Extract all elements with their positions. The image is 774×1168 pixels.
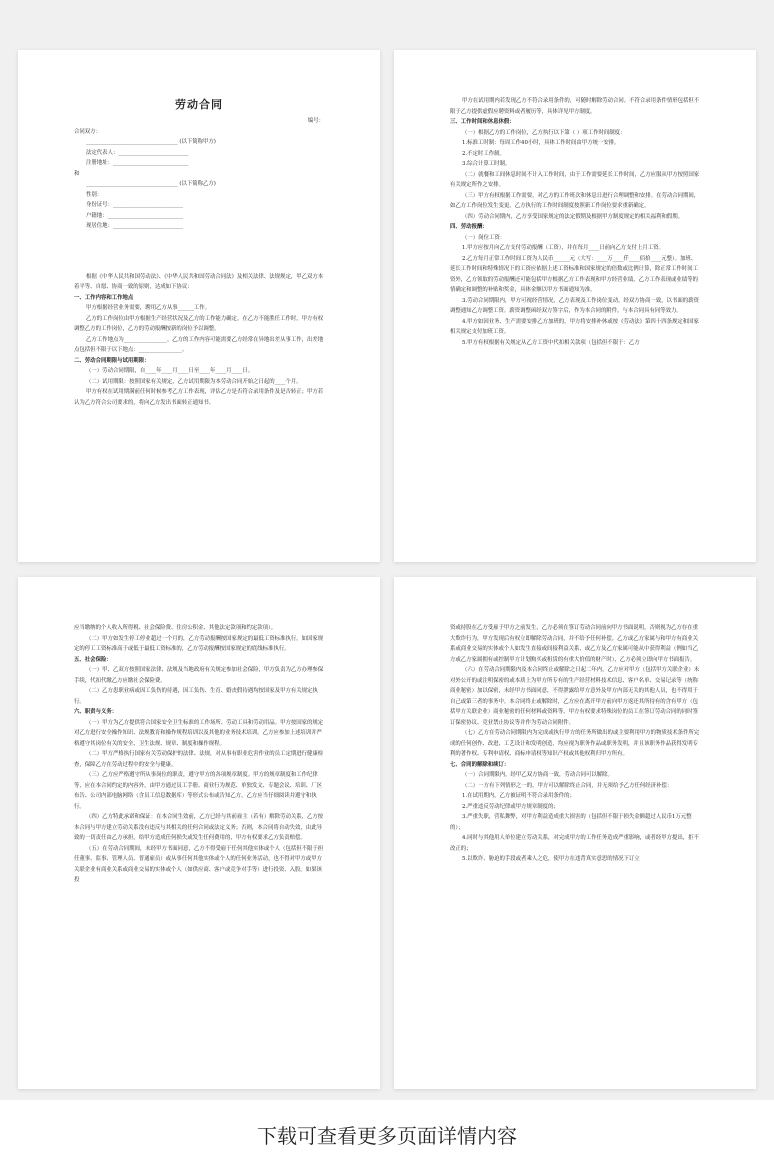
section-heading: 七、合同的解除和续订： xyxy=(450,761,510,768)
text-line: 2.乙方每月正常工作时间工资为人民币______元（大写：____万____仟____佰拾____元整）。加班、延长工作时间和特殊情况下的工资应依据上述工资标准和国家规定的倍数或比例计算，除正常工作时间工资外，乙方领取的劳动报酬还可能包括甲方根据乙方工作表现和甲方经营业绩，乙方工作表现或业绩等的情确定和调整的补贴和奖金，具体金额以甲方书面通知为准。 xyxy=(450,255,698,293)
text-line: （二）甲方如发生停工停业超过一个月的，乙方劳动报酬按国家规定的最低工资标准执行。如国家规定的停工工资标准高于或低于最低工资标准的，乙方劳动报酬按国家规定的底线标准执行。 xyxy=(74,635,324,652)
text-line: 根据《中华人民共和国劳动法》、《中华人民共和国劳动合同法》及相关法律、法规规定，甲乙双方本着平等、自愿、协商一致的原则，达成如下协议： xyxy=(74,273,324,290)
text-line: （四）劳动合同期内，乙方享受国家规定的法定假期及根据甲方制度规定的相关福利和假期。 xyxy=(462,213,684,220)
text-line: 资或持股在乙方受雇于甲方之前发生，乙方必须在签订劳动合同前向甲方书面说明，否则视为乙方存在重大欺诈行为，甲方发现后有权立即解除劳动合同，并不给予任何补偿。乙方或乙方家属与和甲方有商业关系或商业交易的实体或个人如发生直接或间接利益关系，或乙方及乙方家属可能从中获得利益（例如当乙方或乙方家属拥有或控制甲方计划购买或租赁的有重大价值的财产时），乙方必须立即向甲方书面报告。 xyxy=(450,625,698,663)
text-line: 甲方有权在试用期满前任何时候参考乙方工作表现，评估乙方是否符合录用条件及是否转正；甲方若认为乙方符合公司要求的，将向乙方发出书面转正通知书。 xyxy=(74,389,324,406)
text-line: 5.以欺诈、胁迫的手段或者乘人之危，使甲方在违背真实意思的情况下订立 xyxy=(462,856,640,862)
text-line: （二）就餐和工间休息时间不计入工作时间，由于工作需要延长工作时间，乙方应服从甲方按照国家有关规定所作之安排。 xyxy=(450,171,700,188)
page-content xyxy=(74,116,324,408)
text-line: 2.不定时工作制。 xyxy=(462,150,505,157)
text-line: （一）劳动合同期限，自____年____月____日至____年____月____日。 xyxy=(86,368,254,374)
text-line: （四）乙方特此承诺和保证：在本合同生效前，乙方已经与其前雇主（若有）解除劳动关系，乙方按本合同与甲方建立劳动关系没有违反与其相关的任何合同或法定义务；否则，本合同将自动失效，由此导致的一切责任由乙方承担，给甲方造成任何损失或发生任何费用的，甲方有权要求乙方负责赔偿。 xyxy=(74,814,324,841)
text-line: 合同双方： xyxy=(74,128,101,135)
text-line: 3.劳动合同期限内，甲方可视经营情况，乙方表现及工作岗位变动，经双方协商一致，以书面的薪资调整通知乙方调整工资。薪资调整函经双方签字后，作为本合同的附件，与本合同具有同等效力。 xyxy=(450,297,699,314)
section-heading: 六、职责与义务： xyxy=(74,709,118,715)
text-line: （二）一方有下列情形之一的，甲方可以解除终止合同，并无须给予乙方任何经济补偿： xyxy=(462,782,673,789)
contract-page-2 xyxy=(394,50,756,562)
section-heading: 二、劳动合同期限与试用期限： xyxy=(74,357,150,364)
text-line: 1.在试用期内，乙方被证明不符合录用条件的； xyxy=(462,793,575,799)
text-line: __________________________________ (以下简称甲方) xyxy=(86,139,216,145)
text-line: 1.甲方应按月向乙方支付劳动报酬（工资），并在每月____日前向乙方支付上月工资。 xyxy=(462,245,664,251)
text-line: __________________________________ (以下简称乙方) xyxy=(86,181,216,187)
section-heading: 一、工作内容和工作地点 xyxy=(74,294,134,301)
text-line: 乙方的工作岗位由甲方根据生产经营状况及乙方的工作能力确定。在乙方不能胜任工作时，甲方有权调整乙方的工作岗位，乙方的劳动报酬按新的岗位予以调整。 xyxy=(74,315,324,332)
text-line: （六）在劳动合同期限内及本合同终止或解除之日起二年内，乙方应对甲方（包括甲方关联企业）未对外公开的或注明保密的或本质上为甲方所专有的生产经营材料技术信息、客户名单、交易记录等（统称商业秘密）加以保密，未经甲方书面同意，不得泄露给甲方意外及甲方内部无关的其他人员，也不得用于自己或第三者的事务中。本合同终止或解除时，乙方应在离开甲方前向甲方返还其所持有的含有甲方（包括甲方关联企业）商业秘密的任何材料或资料等。甲方有权要求特殊岗位的员工在签订劳动合同的同时签订保密协议、竞业禁止协议等并作为劳动合同附件。 xyxy=(450,667,700,726)
text-line: 户籍地：____________________________ xyxy=(86,212,184,219)
text-line: （三）甲方有权根据工作需要，对乙方的工作班次和休息日进行合理调整和安排。在劳动合同期间，如乙方工作岗位发生变更，乙方执行的工作时间制度按照新工作岗位要求重新确定。 xyxy=(450,192,700,209)
text-line: 4.甲方如因业务、生产需要安排乙方加班的，甲方将安排补休或按《劳动法》第四十四条规定和国家相关规定支付加班工资。 xyxy=(450,318,699,335)
text-line: （二）试用期限：按照国家有关规定，乙方试用期限为本劳动合同开始之日起的____个月。 xyxy=(86,378,302,385)
text-line: 和 xyxy=(74,170,80,177)
text-line: （一）甲方为乙方提供符合国家安全卫生标准的工作场所、劳动工具和劳动用品。甲方按国家的规定对乙方进行安全操作知识、法规教育和操作规程培训以及其他的业务技术培训。乙方应参加上述培训并严格遵守其岗位有关的安全、卫生法规、规章、制度和操作规程。 xyxy=(74,719,324,747)
text-line: （一）岗位工资： xyxy=(462,234,506,241)
section-heading: 五、社会保险： xyxy=(74,656,112,663)
section-heading: 四、劳动报酬： xyxy=(450,224,488,230)
document-title: 劳动合同 xyxy=(175,98,223,111)
text-line: 应当缴纳的个人收入所得税、社会保险费、住房公积金、其他法定款项和约定款项）。 xyxy=(74,625,277,631)
text-line: （二）甲方严格执行国家有关劳动保护的法律、法规，对从事有职业危害作业的员工定期进行健康检查，保障乙方在劳动过程中的安全与健康。 xyxy=(74,751,324,768)
text-line: （一）甲、乙双方按照国家法律、法规及当地政府有关规定参加社会保险，甲方负责为乙方办理参保手续，代扣代缴乙方应缴社会保险费。 xyxy=(74,667,324,684)
text-line: 身份证号：__________________________ xyxy=(86,202,184,208)
text-line: 2.严重违反劳动纪律或甲方规章制度的； xyxy=(462,803,559,810)
text-line: （七）乙方在劳动合同期限内为完成或执行甲方的任务所做出的或主要利用甲方的物质技术条件所完成的任何创作、改进、工艺设计和发明创造，均应视为职务作品或职务发明，并且该职务作品获得发明专利的著作权、专利申请权、商标申请权等知识产权或其他权利归甲方所有。 xyxy=(450,730,700,757)
text-line: 乙方工作地点为________________。乙方的工作内容可能需要乙方经常在异地出差从事工作，出差地点包括但不限于以下地点：________________。 xyxy=(74,336,324,353)
text-line: 注册地址：____________________________ xyxy=(86,160,189,166)
text-line: （三）乙方应严格遵守所从事岗位的职责，遵守甲方的各项规章制度。甲方的规章制度和工作纪律等，应在本合同约定的内容外，由甲方通过员工手册、商业行为规范、单独发文、专题会议、培训、厂区布告、公司内部电脑网络（含员工信息数据库）等形式公布或告知乙方，乙方应当仔细阅读并遵守和执行。 xyxy=(74,772,322,810)
page-content xyxy=(74,623,324,886)
text-line: 3.综合计算工时制。 xyxy=(462,161,511,167)
contract-page-4 xyxy=(394,577,756,1089)
text-line: 法定代表人：__________________________ xyxy=(86,149,189,156)
text-line: 甲方根据经营业务需要，聘用乙方从事______工作。 xyxy=(86,305,210,311)
text-line: 3.严重失职，营私舞弊，对甲方利益造成重大损害的（包括但不限于损失金额超过人民币1万元整的）； xyxy=(450,814,692,831)
contract-page-1 xyxy=(18,50,380,562)
page-content xyxy=(450,96,700,348)
text-line: （二）乙方患职业病或因工负伤的待遇，因工负伤、生育、婚丧假待遇均按国家及甲方有关规定执行。 xyxy=(74,688,318,705)
download-more-banner[interactable]: 下载可查看更多页面详情内容 xyxy=(0,1100,774,1168)
text-line: 性别： xyxy=(86,191,103,198)
text-line: （一）根据乙方的工作岗位，乙方执行以下第（ ）项工作时间制度： xyxy=(462,129,626,136)
text-line: 5.甲方有权根据有关规定从乙方工资中代扣相关款项（包括但不限于：乙方 xyxy=(462,339,640,346)
section-heading: 三、工作时间和休息休假： xyxy=(450,119,515,125)
page-content xyxy=(450,623,700,865)
text-line: 甲方在试用期内若发现乙方不符合录用条件的，可随时解除劳动合同。不符合录用条件情形包括但不限于乙方提供虚假应聘资料或者履历等，具体详见甲方制度。 xyxy=(450,98,700,115)
contract-page-3 xyxy=(18,577,380,1089)
text-line xyxy=(74,248,324,256)
text-line: 编号： xyxy=(307,118,324,124)
text-line: （一）合同期限内，经甲乙双方协商一致，劳动合同可以解除。 xyxy=(462,772,613,778)
text-line: 4.同时与其他用人单位建立劳动关系，对完成甲方的工作任务造成严重影响，或者经甲方提出，拒不改正的； xyxy=(450,835,699,852)
text-line: 现居住地：__________________________ xyxy=(86,223,184,229)
text-line: 1.标准工时制：每周工作40小时，具体工作时间由甲方统一安排。 xyxy=(462,140,620,146)
text-line: （五）在劳动合同期间，未经甲方书面同意，乙方不得受雇于任何其他实体或个人（包括但不限于担任董事、监事、管理人员、普通雇员）或从事任何其他实体或个人的任何业务活动，也不得对甲方或甲方关联企业有商业关系或商业交易的实体或个人（如供应商、客户或竞争对手等）进行投资、入股。如果该投 xyxy=(74,845,324,883)
